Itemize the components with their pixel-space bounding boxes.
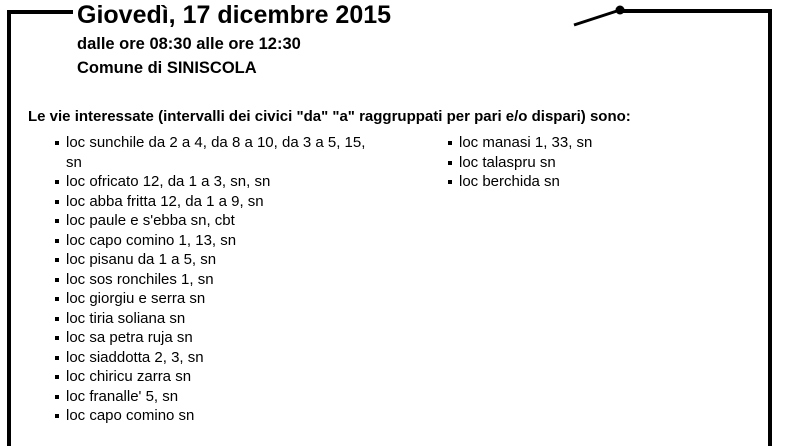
bullet-icon <box>448 180 452 184</box>
street-list-item <box>448 133 748 153</box>
street-list-item <box>55 270 375 290</box>
frame-top-right-border <box>620 9 772 13</box>
street-list-item <box>55 133 375 172</box>
street-text: loc sunchile da 2 a 4, da 8 a 10, da 3 a 5, 15, sn <box>66 134 366 171</box>
bullet-icon <box>55 180 59 184</box>
street-text: loc berchida sn <box>459 173 560 190</box>
streets-intro: Le vie interessate (intervalli dei civici "da" "a" raggruppati per pari e/o dispari) sono: <box>28 108 631 125</box>
bullet-icon <box>55 141 59 145</box>
street-text: loc talaspru sn <box>459 153 556 171</box>
street-text: loc pisanu da 1 a 5, sn <box>66 251 217 268</box>
street-list-item <box>55 231 375 251</box>
bullet-icon <box>55 317 59 321</box>
streets-list-column-1 <box>55 133 375 426</box>
bullet-icon <box>55 258 59 262</box>
street-text: loc manasi 1, 33, sn <box>459 134 593 151</box>
bullet-icon <box>55 375 59 379</box>
street-list-item <box>55 172 375 192</box>
frame-right-border <box>768 10 772 446</box>
street-list-item <box>55 387 375 407</box>
bullet-icon <box>55 239 59 243</box>
streets-list-column-2 <box>448 133 748 192</box>
frame-left-border <box>7 10 11 446</box>
comune-name: Comune di SINISCOLA <box>77 59 257 77</box>
street-text: loc capo comino 1, 13, sn <box>66 231 237 249</box>
street-text: loc sos ronchiles 1, sn <box>66 270 214 288</box>
bullet-icon <box>55 297 59 301</box>
street-text: loc capo comino sn <box>66 407 195 424</box>
page-title: Giovedì, 17 dicembre 2015 <box>77 1 392 29</box>
bullet-icon <box>55 414 59 418</box>
street-text: loc franalle' 5, sn <box>66 387 179 405</box>
street-text: loc giorgiu e serra sn <box>66 290 206 307</box>
bullet-icon <box>448 141 452 145</box>
street-text: loc sa petra ruja sn <box>66 329 193 346</box>
bullet-icon <box>448 161 452 165</box>
street-list-item <box>55 211 375 231</box>
bullet-icon <box>55 356 59 360</box>
bullet-icon <box>55 336 59 340</box>
street-list-item <box>55 192 375 212</box>
street-list-item <box>55 289 375 309</box>
street-list-item <box>448 153 748 173</box>
street-list-item <box>55 406 375 426</box>
bullet-icon <box>55 200 59 204</box>
street-list-item <box>55 328 375 348</box>
frame-top-left-border <box>7 10 73 14</box>
time-range: dalle ore 08:30 alle ore 12:30 <box>77 35 301 53</box>
bullet-icon <box>55 219 59 223</box>
street-text: loc paule e s'ebba sn, cbt <box>66 212 235 229</box>
street-list-item <box>55 250 375 270</box>
street-text: loc chiricu zarra sn <box>66 368 192 385</box>
street-list-item <box>448 172 748 192</box>
street-list-item <box>55 309 375 329</box>
street-text: loc siaddotta 2, 3, sn <box>66 348 204 366</box>
street-text: loc abba fritta 12, da 1 a 9, sn <box>66 192 264 210</box>
street-list-item <box>55 348 375 368</box>
open-switch-icon <box>570 0 640 30</box>
bullet-icon <box>55 395 59 399</box>
street-text: loc ofricato 12, da 1 a 3, sn, sn <box>66 173 271 190</box>
street-text: loc tiria soliana sn <box>66 309 186 327</box>
street-list-item <box>55 367 375 387</box>
bullet-icon <box>55 278 59 282</box>
